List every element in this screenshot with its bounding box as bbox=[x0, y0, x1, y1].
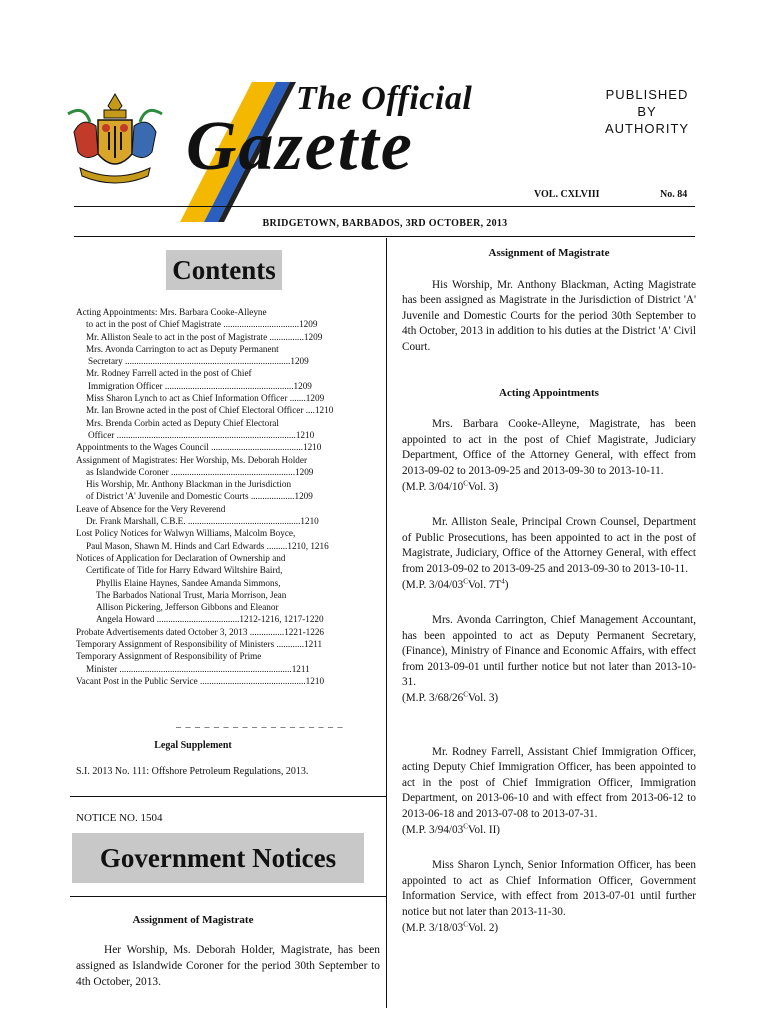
toc-entry-text: Dr. Frank Marshall, C.B.E. ................................................. bbox=[86, 516, 301, 527]
mp-reference-part: C bbox=[463, 576, 468, 585]
toc-entry bbox=[76, 466, 380, 478]
mp-reference bbox=[402, 921, 696, 937]
masthead-title-the: The Official bbox=[296, 80, 473, 117]
mp-reference-part: 4 bbox=[501, 576, 505, 585]
toc-entry-text: Mrs. Brenda Corbin acted as Deputy Chief Electoral bbox=[86, 417, 279, 428]
appointment-body: Miss Sharon Lynch, Senior Information Officer, has been appointed to act as Chief Information Officer, Government Information Service, with effect from 2013-07-01 until further notice but not later than 2013-11-30. bbox=[402, 859, 696, 918]
toc-entry-text: Secretary ........................................................................ bbox=[88, 356, 291, 367]
mp-reference-part: C bbox=[463, 478, 468, 487]
toc-entry bbox=[76, 454, 380, 466]
column-divider bbox=[386, 238, 387, 1008]
toc-entry-page: 1209 bbox=[293, 380, 312, 391]
toc-entry bbox=[76, 417, 380, 429]
toc-entry bbox=[76, 626, 380, 638]
assignment-body: His Worship, Mr. Anthony Blackman, Acting Magistrate has been assigned as Magistrate in the Jurisdiction of District 'A' Juvenile and Domestic Courts for the period 30th September to 4th October, 2013 in addition to his duties at the District 'A' Civil Court. bbox=[402, 278, 696, 353]
acting-appointments-list bbox=[402, 417, 696, 936]
dateline: BRIDGETOWN, BARBADOS, 3RD OCTOBER, 2013 bbox=[262, 218, 508, 229]
mp-reference bbox=[402, 578, 696, 594]
toc-entry bbox=[76, 392, 380, 404]
appointment-item bbox=[402, 417, 696, 495]
toc-entry bbox=[76, 367, 380, 379]
mp-reference-part: ) bbox=[504, 578, 509, 591]
appointment-item bbox=[402, 515, 696, 593]
mp-reference-part: (M.P. 3/94/03 bbox=[402, 823, 464, 836]
toc-entry-page: 1209 bbox=[303, 331, 323, 342]
mp-reference-part: (M.P. 3/68/26 bbox=[402, 692, 464, 705]
right-column bbox=[402, 246, 696, 936]
toc-entry bbox=[76, 503, 380, 515]
toc-entry-text: Vacant Post in the Public Service .............................................. bbox=[76, 675, 306, 686]
appointment-body: Mrs. Barbara Cooke-Alleyne, Magistrate, has been appointed to act in the post of Chief Magistrate, Judiciary Department, Office of the Attorney General, with effect from 2013-09-02 to 2013-09-25 and 2013-09-30 to 2013-10-11. bbox=[402, 418, 696, 477]
toc-entry-text: Officer .............................................................................. bbox=[88, 429, 296, 440]
mp-reference-part: C bbox=[463, 690, 468, 699]
appointment-item bbox=[402, 613, 696, 707]
toc-entry-text: Appointments to the Wages Council ........................................ bbox=[76, 442, 303, 453]
mp-reference-part: Vol. 7T bbox=[467, 578, 502, 591]
toc-entry bbox=[76, 306, 380, 318]
toc-entry-text: Temporary Assignment of Responsibility of Ministers ............ bbox=[76, 639, 305, 650]
mp-reference bbox=[402, 823, 696, 839]
toc-entry-page: 1210 bbox=[295, 429, 315, 440]
mp-reference-part: (M.P. 3/18/03 bbox=[402, 921, 464, 934]
appointment-item bbox=[402, 858, 696, 936]
toc-entry bbox=[76, 638, 380, 650]
assignment-body bbox=[76, 942, 380, 990]
toc-entry-page: 1210 bbox=[314, 405, 334, 416]
toc-entry bbox=[76, 380, 380, 392]
appointment-body: Mr. Rodney Farrell, Assistant Chief Immigration Officer, acting Deputy Chief Immigration Officer, has been appointed to act in the post of Chief Immigration Officer, Immigration Department, on 2013-06-10 and with effect from 2013-06-12 to 2013-06-18 and 2013-07-08 to 2013-07-31. bbox=[402, 745, 696, 821]
published-by-authority bbox=[602, 86, 692, 137]
toc-entry-text: of District 'A' Juvenile and Domestic Courts ................... bbox=[86, 491, 295, 502]
toc-entry-text: Angela Howard ....................................1212-1216, 1217-1220 bbox=[96, 614, 324, 625]
toc-entry-text: His Worship, Mr. Anthony Blackman in the Jurisdiction bbox=[86, 479, 292, 490]
toc-entry bbox=[76, 355, 380, 367]
toc-entry bbox=[76, 490, 380, 502]
toc-entry-page: 1209 bbox=[305, 393, 325, 404]
toc-entry-text: Mr. Rodney Farrell acted in the post of Chief bbox=[86, 368, 252, 379]
toc-entry bbox=[76, 577, 380, 589]
volume-number: VOL. CXLVIII bbox=[534, 189, 600, 200]
toc-entry-text: Notices of Application for Declaration of Ownership and bbox=[76, 552, 286, 563]
toc-entry bbox=[76, 429, 380, 441]
toc-entry-page: 1210 bbox=[305, 675, 325, 686]
toc-entry bbox=[76, 343, 380, 355]
table-of-contents bbox=[76, 306, 380, 687]
toc-entry-page: 1210 bbox=[302, 442, 322, 453]
toc-entry bbox=[76, 552, 380, 564]
toc-entry-text: Allison Pickering, Jefferson Gibbons and Eleanor bbox=[96, 602, 279, 613]
toc-entry bbox=[76, 404, 380, 416]
contents-heading: Contents bbox=[166, 250, 282, 290]
government-notices-banner: Government Notices bbox=[72, 833, 364, 883]
toc-entry bbox=[76, 318, 380, 330]
toc-entry-page: 1209 bbox=[299, 319, 318, 330]
toc-entry bbox=[76, 564, 380, 576]
toc-entry-page: 1211 bbox=[291, 663, 310, 674]
notice-number: NOTICE NO. 1504 bbox=[76, 812, 163, 824]
mp-reference-part: Vol. 3) bbox=[467, 692, 499, 705]
mp-reference bbox=[402, 691, 696, 707]
toc-entry bbox=[76, 331, 380, 343]
toc-entry-text: Paul Mason, Shawn M. Hinds and Carl Edwards .........1210, 1216 bbox=[86, 540, 329, 551]
mp-reference-part: Vol. 3) bbox=[467, 480, 499, 493]
rule bbox=[70, 896, 386, 897]
toc-entry-text: Mr. Alliston Seale to act in the post of Magistrate ............... bbox=[86, 331, 304, 342]
published-line: AUTHORITY bbox=[604, 121, 690, 136]
toc-entry-text: Immigration Officer ........................................................ bbox=[88, 380, 294, 391]
toc-entry-text: Probate Advertisements dated October 3, 2013 ...............1221-1226 bbox=[76, 626, 325, 637]
acting-appointments-heading: Acting Appointments bbox=[499, 386, 599, 399]
rule bbox=[74, 236, 695, 237]
toc-entry-text: Lost Policy Notices for Walwyn Williams, Malcolm Boyce, bbox=[76, 528, 296, 539]
toc-entry bbox=[76, 650, 380, 662]
toc-entry-text: Minister ........................................................................... bbox=[86, 663, 292, 674]
issue-number: No. 84 bbox=[660, 189, 688, 200]
toc-entry-text: Acting Appointments: Mrs. Barbara Cooke-Alleyne bbox=[76, 307, 267, 317]
toc-entry bbox=[76, 601, 380, 613]
toc-entry bbox=[76, 527, 380, 539]
toc-entry bbox=[76, 613, 380, 625]
assignment-body-text: Her Worship, Ms. Deborah Holder, Magistrate, has been assigned as Islandwide Coroner for the period 30th September to 4th October, 2013. bbox=[76, 944, 380, 988]
toc-entry-text: Phyllis Elaine Haynes, Sandee Amanda Simmons, bbox=[96, 577, 281, 588]
toc-entry-page: 1211 bbox=[304, 639, 323, 650]
mp-reference-part: C bbox=[463, 821, 468, 830]
mp-reference bbox=[402, 480, 696, 496]
masthead-title-gazette: Gazette bbox=[186, 108, 414, 185]
toc-entry bbox=[76, 441, 380, 453]
rule bbox=[74, 206, 695, 207]
toc-entry-text: Assignment of Magistrates: Her Worship, Ms. Deborah Holder bbox=[76, 454, 308, 465]
appointment-body: Mrs. Avonda Carrington, Chief Management Accountant, has been appointed to act as Deputy Permanent Secretary, (Finance), Ministry of Finance and Economic Affairs, with effect from 2013-09-01 until further notice but not later than 2013-10-31. bbox=[402, 614, 696, 689]
toc-entry-text: The Barbados National Trust, Maria Morrison, Jean bbox=[96, 589, 287, 600]
separator-dashes: – – – – – – – – – – – – – – – – – – bbox=[176, 722, 344, 733]
assignment-heading: Assignment of Magistrate bbox=[132, 914, 254, 926]
toc-entry-text: Mrs. Avonda Carrington to act as Deputy Permanent bbox=[86, 343, 279, 354]
toc-entry-text: Miss Sharon Lynch to act as Chief Information Officer ....... bbox=[86, 393, 306, 404]
mp-reference-part: Vol. II) bbox=[467, 823, 501, 836]
toc-entry bbox=[76, 675, 380, 687]
legal-supplement-text: S.I. 2013 No. 111: Offshore Petroleum Regulations, 2013. bbox=[76, 766, 309, 777]
toc-entry-text: Mr. Ian Browne acted in the post of Chief Electoral Officer .... bbox=[86, 405, 315, 416]
legal-supplement-heading: Legal Supplement bbox=[154, 740, 232, 751]
appointment-body: Mr. Alliston Seale, Principal Crown Counsel, Department of Public Prosecutions, has been appointed to act in the post of Magistrate, Judiciary, Office of the Attorney General, with effect from 2013-09-02 to 2013-09-25 and 2013-09-30 to 2013-10-11. bbox=[402, 516, 696, 575]
toc-entry-page: 1209 bbox=[294, 491, 313, 502]
toc-entry-page: 1209 bbox=[295, 466, 314, 477]
mp-reference-part: Vol. 2) bbox=[467, 921, 499, 934]
mp-reference-part: (M.P. 3/04/10 bbox=[402, 480, 464, 493]
toc-entry bbox=[76, 515, 380, 527]
appointment-item bbox=[402, 745, 696, 839]
rule bbox=[70, 796, 386, 797]
published-line: BY bbox=[637, 104, 657, 119]
mp-reference-part: C bbox=[463, 919, 468, 928]
toc-entry bbox=[76, 540, 380, 552]
toc-entry-page: 1210 bbox=[300, 516, 319, 527]
toc-entry-text: Temporary Assignment of Responsibility of Prime bbox=[76, 651, 262, 662]
toc-entry-text: Certificate of Title for Harry Edward Wiltshire Baird, bbox=[86, 565, 283, 576]
toc-entry bbox=[76, 589, 380, 601]
toc-entry-page: 1209 bbox=[290, 356, 309, 367]
toc-entry-text: as Islandwide Coroner ...................................................... bbox=[86, 466, 295, 477]
assignment-heading: Assignment of Magistrate bbox=[488, 247, 610, 259]
mp-reference-part: (M.P. 3/04/03 bbox=[402, 578, 464, 591]
toc-entry-text: to act in the post of Chief Magistrate ................................. bbox=[86, 319, 300, 330]
toc-entry bbox=[76, 478, 380, 490]
toc-entry bbox=[76, 663, 380, 675]
coat-of-arms-icon bbox=[64, 92, 166, 192]
published-line: PUBLISHED bbox=[605, 87, 689, 102]
toc-entry-text: Leave of Absence for the Very Reverend bbox=[76, 503, 226, 514]
